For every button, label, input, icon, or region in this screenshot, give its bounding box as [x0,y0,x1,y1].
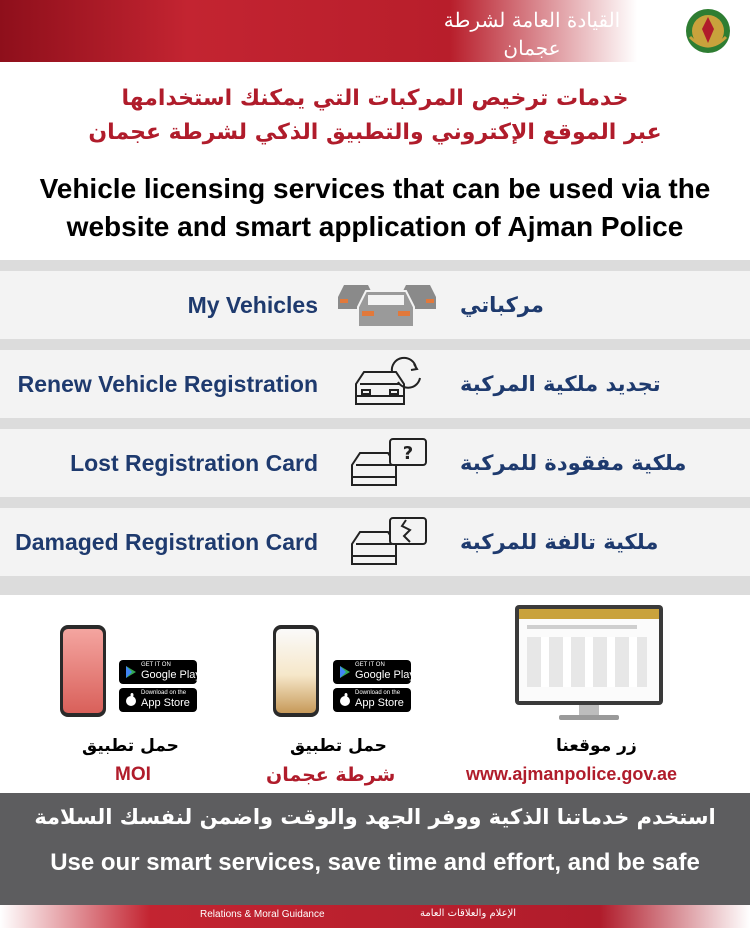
footer-text-en: Relations & Moral Guidance [200,909,325,920]
service-label-ar: مركباتي [460,293,544,317]
car-renew-icon [334,354,444,414]
title-ar-line2: عبر الموقع الإكتروني والتطبيق الذكي لشرطة عجمان [88,120,662,145]
moi-google-play-badge[interactable] [119,660,201,684]
service-label-en: My Vehicles [187,292,318,318]
badge-big-text: Google Play [355,669,415,681]
banner-text-ar: استخدم خدماتنا الذكية ووفر الجهد والوقت واضمن لنفسك السلامة [34,805,716,829]
cars-icon [334,275,444,335]
moi-phone-mockup [60,625,106,717]
service-label-en: Damaged Registration Card [15,529,318,555]
ajman-download-label: حمل تطبيق [290,736,387,756]
footer-bar [0,905,750,928]
service-renew-registration [0,350,750,418]
title-en-line2: website and smart application of Ajman Police [66,211,684,242]
ajman-google-play-badge[interactable] [333,660,415,684]
google-play-icon [338,665,352,679]
banner-text-en: Use our smart services, save time and effort, and be safe [50,849,700,876]
badge-big-text: App Store [355,697,404,709]
service-label-en: Renew Vehicle Registration [17,371,318,397]
badge-small-text: GET IT ON [355,662,385,668]
car-lost-card-icon [334,433,444,493]
badge-big-text: App Store [141,697,190,709]
org-name-en: Ajman Police General Headquarter [446,64,618,76]
title-en [0,170,750,246]
service-label-ar: تجديد ملكية المركبة [460,372,661,396]
apple-icon [124,693,138,707]
police-emblem-icon [680,3,736,59]
google-play-icon [124,665,138,679]
car-damaged-card-icon [334,512,444,572]
svg-text:?: ? [402,443,414,464]
footer-text-ar: الإعلام والعلاقات العامة [420,908,517,919]
header-title-block [422,6,642,78]
title-en-line1: Vehicle licensing services that can be used via the [39,173,711,204]
apple-icon [338,693,352,707]
service-damaged-card [0,508,750,576]
ajman-phone-mockup [273,625,319,717]
header [0,0,750,76]
website-visit-label: زر موقعنا [556,736,637,756]
ajman-app-name: شرطة عجمان [266,764,396,786]
ajman-app-store-badge[interactable] [333,688,411,712]
service-label-ar: ملكية تالفة للمركبة [460,530,659,554]
service-label-ar: ملكية مفقودة للمركبة [460,451,687,475]
website-url-link[interactable]: www.ajmanpolice.gov.ae [466,764,678,784]
moi-app-store-badge[interactable] [119,688,197,712]
services-panel [0,260,750,595]
badge-small-text: Download on the [355,690,401,696]
service-my-vehicles [0,271,750,339]
badge-small-text: Download on the [141,690,187,696]
badge-small-text: GET IT ON [141,662,171,668]
monitor-mockup [515,605,663,725]
service-lost-card [0,429,750,497]
title-ar-line1: خدمات ترخيص المركبات التي يمكنك استخدامها [121,86,629,111]
org-name-ar: القيادة العامة لشرطة عجمان [443,8,621,60]
service-label-en: Lost Registration Card [70,450,318,476]
badge-big-text: Google Play [141,669,201,681]
moi-download-label: حمل تطبيق [82,736,179,756]
moi-app-name: MOI [115,764,151,785]
bottom-banner [0,793,750,905]
